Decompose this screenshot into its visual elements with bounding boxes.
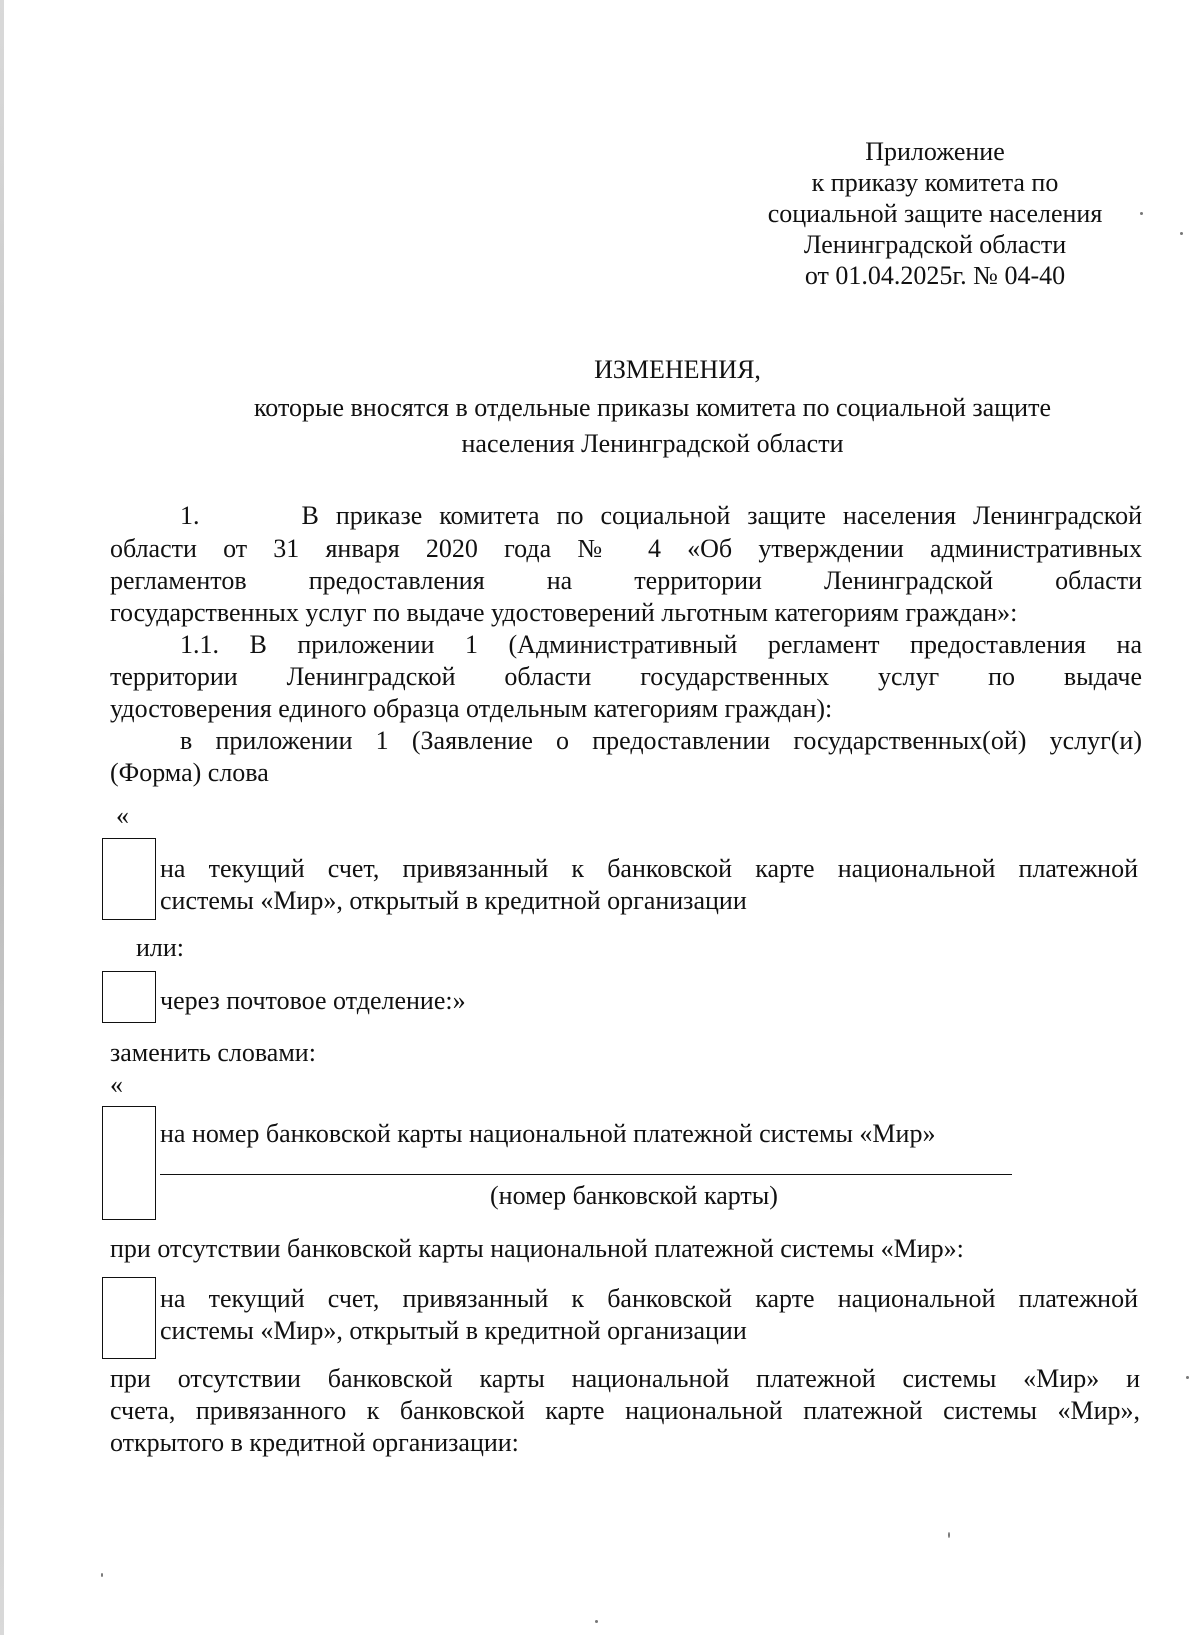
replace-label: заменить словами: (110, 1038, 316, 1067)
page-title: ИЗМЕНЕНИЯ, (594, 355, 761, 384)
annex-line: к приказу комитета по (811, 168, 1059, 197)
scan-speck (948, 1532, 950, 1538)
checkbox-square (102, 1106, 156, 1220)
option-text: на текущий счет, привязанный к банковской карте национальной платежной (160, 854, 1138, 883)
paragraph-line: 1.1. В приложении 1 (Административный регламент предоставления на (180, 630, 1142, 659)
paragraph-line: регламентов предоставления на территории Ленинградской области (110, 566, 1142, 595)
card-number-line (160, 1174, 1012, 1175)
scan-speck (1140, 212, 1143, 215)
subtitle-line: населения Ленинградской области (461, 429, 844, 458)
document-heading (200, 350, 1105, 462)
scan-speck (101, 1573, 103, 1577)
annex-line: Ленинградской области (803, 230, 1067, 259)
paragraph-line: в приложении 1 (Заявление о предоставлении государственных(ой) услуг(и) (180, 726, 1142, 755)
paragraph-line: области от 31 января 2020 года № 4 «Об утверждении административных (110, 534, 1142, 563)
checkbox-square (102, 971, 156, 1023)
quote-mark: « (116, 801, 129, 830)
scan-speck (1186, 1376, 1189, 1379)
quote-mark: « (110, 1070, 123, 1099)
subtitle-line: которые вносятся в отдельные приказы комитета по социальной защите (254, 393, 1051, 422)
annex-header (740, 136, 1130, 291)
condition-text: открытого в кредитной организации: (110, 1428, 519, 1457)
option-text: на текущий счет, привязанный к банковской карте национальной платежной (160, 1284, 1138, 1313)
paragraph-line: удостоверения единого образца отдельным категориям граждан): (110, 694, 833, 723)
or-label: или: (136, 933, 185, 962)
option-text: через почтовое отделение:» (160, 986, 466, 1015)
paragraph-line: 1. В приказе комитета по социальной защите населения Ленинградской (180, 501, 1142, 530)
annex-line: социальной защите населения (767, 199, 1103, 228)
paragraph-line: государственных услуг по выдаче удостоверений льготным категориям граждан»: (110, 598, 1018, 627)
condition-text: счета, привязанного к банковской карте национальной платежной системы «Мир», (110, 1396, 1140, 1425)
paragraph-line: (Форма) слова (110, 758, 269, 787)
scan-speck (595, 1620, 598, 1623)
annex-line: Приложение (865, 137, 1005, 166)
condition-text: при отсутствии банковской карты национальной платежной системы «Мир» и (110, 1364, 1140, 1393)
option-text: системы «Мир», открытый в кредитной организации (160, 886, 747, 915)
condition-text: при отсутствии банковской карты национальной платежной системы «Мир»: (110, 1234, 964, 1263)
scan-speck (1180, 232, 1183, 235)
option-text: на номер банковской карты национальной платежной системы «Мир» (160, 1119, 936, 1148)
annex-line: от 01.04.2025г. № 04-40 (804, 261, 1066, 290)
checkbox-square (102, 1277, 156, 1359)
paragraph-line: территории Ленинградской области государственных услуг по выдаче (110, 662, 1142, 691)
option-text: системы «Мир», открытый в кредитной организации (160, 1316, 747, 1345)
checkbox-square (102, 838, 156, 920)
field-caption: (номер банковской карты) (490, 1181, 778, 1210)
